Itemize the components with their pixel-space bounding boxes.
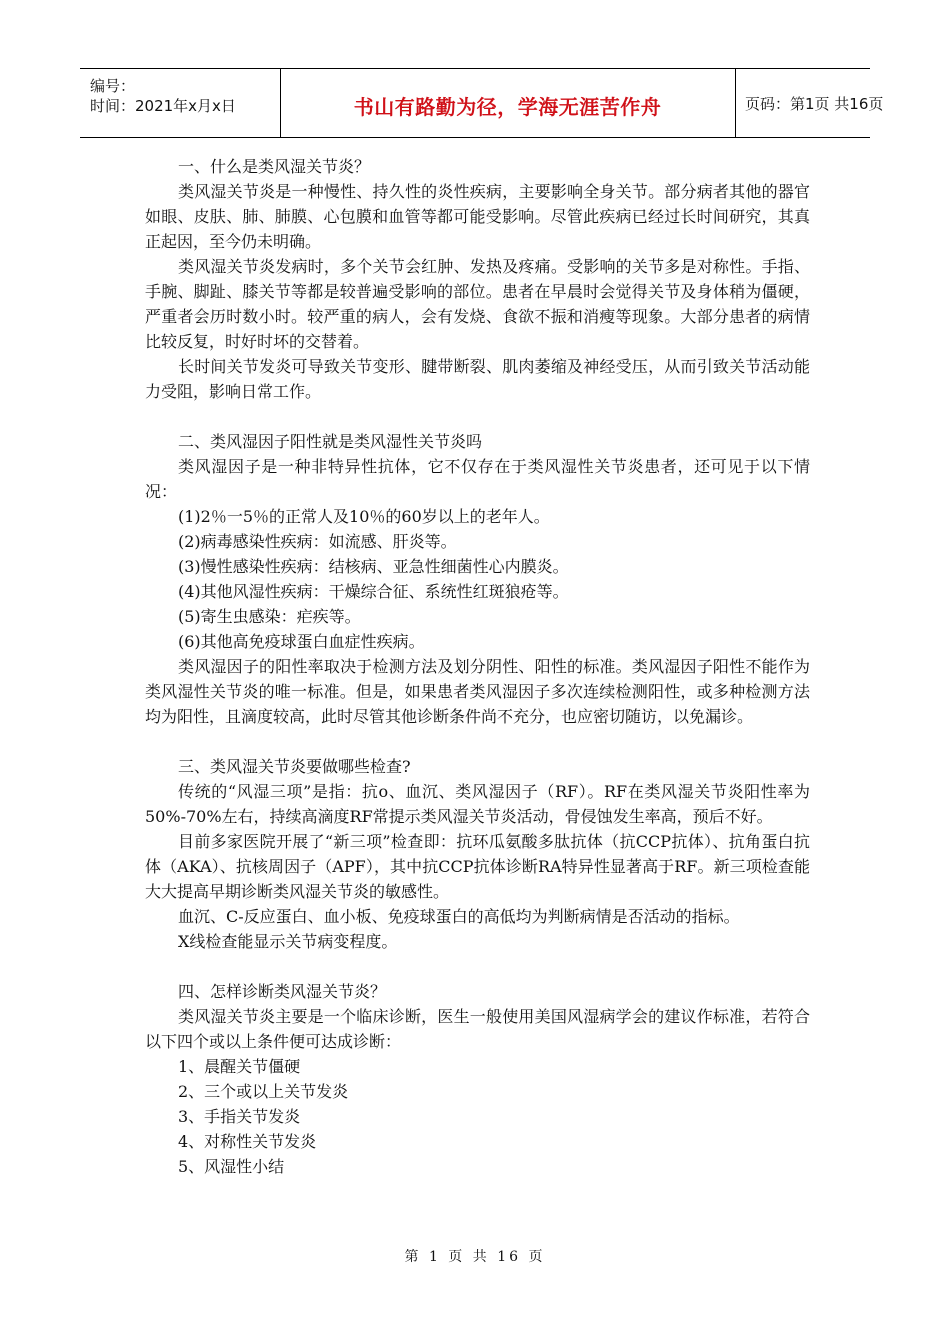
paragraph: 一、什么是类风湿关节炎？ [178, 157, 371, 176]
paragraph: 传统的“风湿三项”是指：抗o、血沉、类风湿因子（RF）。RF在类风湿关节炎阳性率为50%-70%左右，持续高滴度RF常提示类风湿关节炎活动，骨侵蚀发生率高，预后不好。 [145, 782, 810, 826]
paragraph: 长时间关节发炎可导致关节变形、腱带断裂、肌肉萎缩及神经受压，从而引致关节活动能力受阻，影响日常工作。 [145, 357, 810, 401]
paragraph: (2)病毒感染性疾病：如流感、肝炎等。 [178, 532, 457, 551]
paragraph: (5)寄生虫感染：疟疾等。 [178, 607, 361, 626]
header-page-cell [735, 69, 884, 137]
paragraph: 3、手指关节发炎 [178, 1107, 301, 1126]
paragraph: 血沉、C-反应蛋白、血小板、免疫球蛋白的高低均为判断病情是否活动的指标。 [178, 907, 740, 926]
blank-line [145, 954, 810, 979]
paragraph: 5、风湿性小结 [178, 1157, 285, 1176]
paragraph: (3)慢性感染性疾病：结核病、亚急性细菌性心内膜炎。 [178, 557, 569, 576]
header-motto-cell [280, 69, 736, 137]
document-body [145, 154, 810, 1179]
paragraph: 类风湿关节炎发病时，多个关节会红肿、发热及疼痛。受影响的关节多是对称性。手指、手腕、脚趾、膝关节等都是较普遍受影响的部位。患者在早晨时会觉得关节及身体稍为僵硬，严重者会历时数小时。较严重的病人，会有发烧、食欲不振和消瘦等现象。大部分患者的病情比较反复，时好时坏的交替着。 [145, 257, 810, 351]
paragraph: 四、怎样诊断类风湿关节炎？ [178, 982, 387, 1001]
paragraph: 类风湿因子是一种非特异性抗体，它不仅存在于类风湿性关节炎患者，还可见于以下情况： [145, 457, 810, 501]
blank-line [145, 404, 810, 429]
paragraph: 类风湿关节炎主要是一个临床诊断，医生一般使用美国风湿病学会的建议作标准，若符合以下四个或以上条件便可达成诊断： [145, 1007, 810, 1051]
blank-line [145, 729, 810, 754]
document-header [80, 68, 884, 138]
header-motto: 书山有路勤为径，学海无涯苦作舟 [353, 95, 662, 119]
document-number-label: 编号： [90, 77, 136, 95]
paragraph: (4)其他风湿性疾病：干燥综合征、系统性红斑狼疮等。 [178, 582, 569, 601]
paragraph: (6)其他高免疫球蛋白血症性疾病。 [178, 632, 425, 651]
header-info-cell [80, 69, 281, 137]
paragraph: 4、对称性关节发炎 [178, 1132, 317, 1151]
document-date-label: 时间：2021年x月x日 [90, 97, 236, 115]
paragraph: 类风湿因子的阳性率取决于检测方法及划分阴性、阳性的标准。类风湿因子阳性不能作为类风湿性关节炎的唯一标准。但是，如果患者类风湿因子多次连续检测阳性，或多种检测方法均为阳性，且滴度较高，此时尽管其他诊断条件尚不充分，也应密切随访，以免漏诊。 [145, 657, 810, 726]
paragraph: 2、三个或以上关节发炎 [178, 1082, 349, 1101]
paragraph: 目前多家医院开展了“新三项”检查即：抗环瓜氨酸多肽抗体（抗CCP抗体）、抗角蛋白抗体（AKA）、抗核周因子（APF），其中抗CCP抗体诊断RA特异性显著高于RF。新三项检查能大大提高早期诊断类风湿关节炎的敏感性。 [145, 832, 810, 901]
paragraph: X线检查能显示关节病变程度。 [178, 932, 398, 951]
header-page-code: 页码：第1页 共16页 [745, 95, 884, 113]
paragraph: 二、类风湿因子阳性就是类风湿性关节炎吗 [178, 432, 483, 451]
paragraph: 三、类风湿关节炎要做哪些检查? [178, 757, 411, 776]
page-footer: 第 1 页 共 16 页 [404, 1249, 546, 1265]
paragraph: 1、晨醒关节僵硬 [178, 1057, 301, 1076]
paragraph: 类风湿关节炎是一种慢性、持久性的炎性疾病，主要影响全身关节。部分病者其他的器官如眼、皮肤、肺、肺膜、心包膜和血管等都可能受影响。尽管此疾病已经过长时间研究，其真正起因，至今仍未明确。 [145, 182, 810, 251]
paragraph: (1)2％一5％的正常人及10％的60岁以上的老年人。 [178, 507, 550, 526]
